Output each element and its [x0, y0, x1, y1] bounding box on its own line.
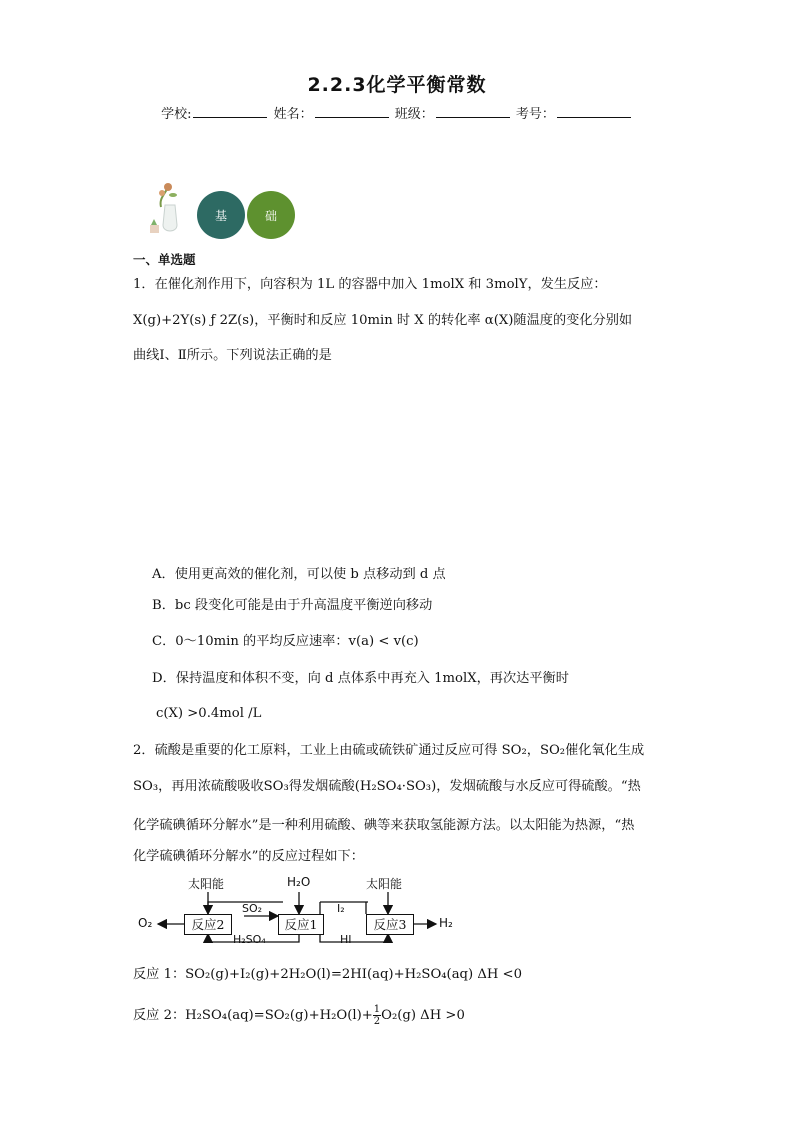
school-blank	[193, 105, 267, 118]
reaction-2-fraction	[373, 1004, 381, 1027]
class-blank	[436, 105, 510, 118]
reaction-2-suffix: O₂(g) ΔH >0	[381, 1008, 465, 1023]
q1-line-3: 曲线Ⅰ、Ⅱ所示。下列说法正确的是	[133, 348, 332, 363]
badge-ji	[197, 191, 245, 239]
badge-gong-label: 巩	[314, 208, 327, 223]
solar-energy-label-1: 太阳能	[188, 877, 225, 891]
reaction-2-prefix: 反应 2：H₂SO₄(aq)=SO₂(g)+H₂O(l)+	[133, 1008, 373, 1023]
fraction-denominator: 2	[373, 1016, 381, 1027]
so2-label: SO₂	[242, 902, 263, 915]
q2-line-4: 化学硫碘循环分解水”的反应过程如下：	[133, 849, 364, 864]
q2-line-3: 化学硫碘循环分解水”是一种利用硫酸、碘等来获取氢能源方法。以太阳能为热源，“热	[133, 818, 635, 833]
q1-option-c: C．0～10min 的平均反应速率：v(a) < v(c)	[152, 634, 419, 649]
reaction-2-box: 反应2	[184, 914, 232, 935]
section-title: 一、单选题	[133, 252, 196, 267]
reaction-1-equation: 反应 1：SO₂(g)+I₂(g)+2H₂O(l)=2HI(aq)+H₂SO₄(aq) ΔH <0	[133, 967, 522, 982]
badge-gu	[347, 191, 395, 239]
water-label: H₂O	[287, 875, 311, 889]
q2-line-2: SO₃，再用浓硫酸吸收SO₃得发烟硫酸(H₂SO₄·SO₃)，发烟硫酸与水反应可得硫酸。“热	[133, 779, 641, 794]
q1-option-d: D．保持温度和体积不变，向 d 点体系中再充入 1molX，再次达平衡时	[152, 671, 569, 686]
badge-chu	[247, 191, 295, 239]
sulfur-iodine-cycle-diagram	[136, 872, 460, 952]
page-title: 2.2.3化学平衡常数	[307, 74, 487, 96]
solar-energy-label-2: 太阳能	[366, 877, 403, 891]
q1-option-d-continued: c(X) >0.4mol /L	[156, 706, 262, 721]
hi-label: HI	[340, 933, 352, 946]
name-blank	[315, 105, 389, 118]
badge-gong	[297, 191, 345, 239]
q2-line-1: 2．硫酸是重要的化工原料，工业上由硫或硫铁矿通过反应可得 SO₂，SO₂催化氧化生成	[133, 743, 645, 758]
conversion-chart	[136, 368, 426, 562]
exam-number-blank	[557, 105, 631, 118]
plant-vase-icon	[147, 181, 189, 239]
badge-chu-label: 础	[264, 208, 277, 223]
badge-ji-label: 基	[214, 208, 227, 223]
q1-option-a: A．使用更高效的催化剂，可以使 b 点移动到 d 点	[152, 567, 446, 582]
fraction-numerator: 1	[373, 1004, 381, 1015]
h2so4-label: H₂SO₄	[233, 933, 266, 946]
i2-label: I₂	[337, 902, 345, 915]
reaction-2-equation	[133, 1004, 465, 1027]
h2-label: H₂	[439, 916, 453, 930]
exam-number-label: 考号：	[515, 107, 555, 122]
q1-option-b: B．bc 段变化可能是由于升高温度平衡逆向移动	[152, 598, 433, 613]
o2-label: O₂	[138, 916, 153, 930]
reaction-3-box: 反应3	[366, 914, 414, 935]
name-label: 姓名：	[273, 107, 313, 122]
school-label: 学校:	[161, 107, 192, 122]
class-label: 班级：	[394, 107, 434, 122]
q1-line-2: X(g)+2Y(s) ƒ 2Z(s)，平衡时和反应 10min 时 X 的转化率 α(X)随温度的变化分别如	[133, 313, 633, 328]
badge-gu-label: 固	[364, 208, 377, 223]
q1-line-1: 1．在催化剂作用下，向容积为 1L 的容器中加入 1molX 和 3molY，发生反应：	[133, 277, 607, 292]
reaction-1-box: 反应1	[278, 914, 324, 935]
student-info-line	[0, 103, 794, 122]
